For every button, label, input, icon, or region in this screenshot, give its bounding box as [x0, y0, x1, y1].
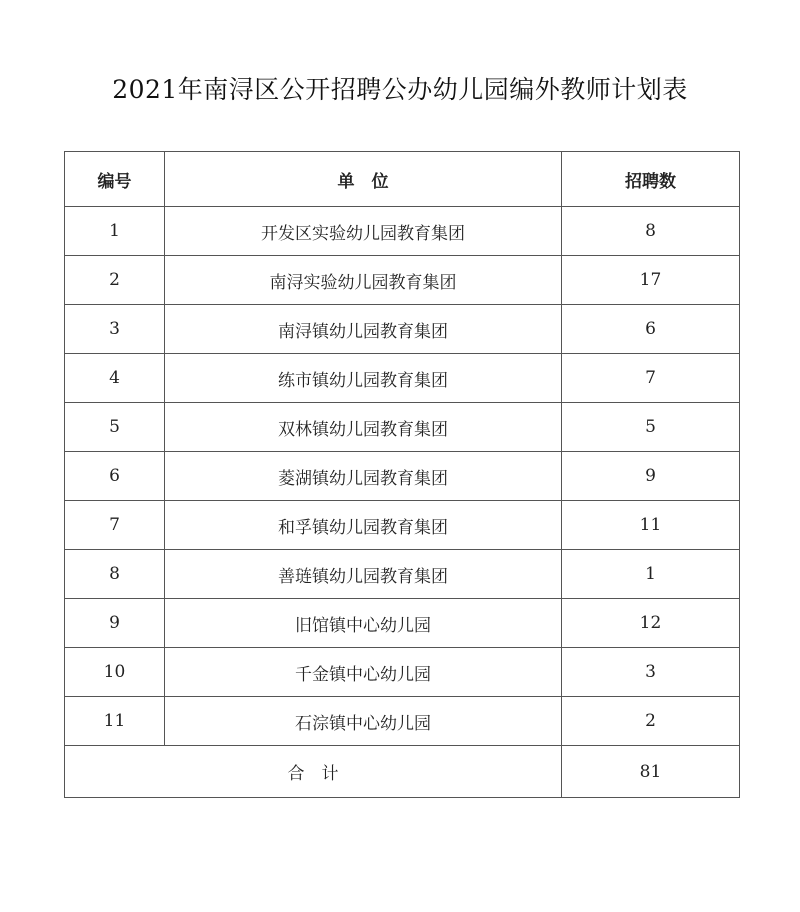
table-row	[65, 452, 740, 501]
row-number: 2	[65, 256, 165, 305]
row-count: 7	[562, 354, 740, 403]
row-count: 2	[562, 697, 740, 746]
row-unit: 千金镇中心幼儿园	[165, 648, 562, 697]
row-count: 9	[562, 452, 740, 501]
row-unit: 和孚镇幼儿园教育集团	[165, 501, 562, 550]
page-title: 2021年南浔区公开招聘公办幼儿园编外教师计划表	[112, 75, 688, 104]
row-number: 11	[65, 697, 165, 746]
row-unit: 南浔实验幼儿园教育集团	[165, 256, 562, 305]
row-number: 7	[65, 501, 165, 550]
row-count: 6	[562, 305, 740, 354]
row-unit: 善琏镇幼儿园教育集团	[165, 550, 562, 599]
table-row	[65, 207, 740, 256]
row-count: 3	[562, 648, 740, 697]
row-unit: 双林镇幼儿园教育集团	[165, 403, 562, 452]
recruitment-plan-table	[64, 151, 740, 798]
row-unit: 开发区实验幼儿园教育集团	[165, 207, 562, 256]
table-row	[65, 305, 740, 354]
row-count: 11	[562, 501, 740, 550]
table-row	[65, 354, 740, 403]
total-count: 81	[562, 746, 740, 798]
table-row	[65, 403, 740, 452]
table-row	[65, 697, 740, 746]
row-number: 1	[65, 207, 165, 256]
row-count: 1	[562, 550, 740, 599]
row-count: 8	[562, 207, 740, 256]
row-count: 5	[562, 403, 740, 452]
table-row	[65, 648, 740, 697]
row-number: 5	[65, 403, 165, 452]
table-header-row	[65, 152, 740, 207]
total-label: 合 计	[65, 746, 562, 798]
row-number: 9	[65, 599, 165, 648]
row-unit: 南浔镇幼儿园教育集团	[165, 305, 562, 354]
total-row	[65, 746, 740, 798]
table-row	[65, 501, 740, 550]
row-number: 4	[65, 354, 165, 403]
row-unit: 练市镇幼儿园教育集团	[165, 354, 562, 403]
header-count: 招聘数	[562, 152, 740, 207]
table-row	[65, 256, 740, 305]
table-row	[65, 599, 740, 648]
row-unit: 石淙镇中心幼儿园	[165, 697, 562, 746]
row-number: 6	[65, 452, 165, 501]
row-number: 3	[65, 305, 165, 354]
row-number: 8	[65, 550, 165, 599]
header-number: 编号	[65, 152, 165, 207]
table-row	[65, 550, 740, 599]
row-unit: 菱湖镇幼儿园教育集团	[165, 452, 562, 501]
header-unit: 单 位	[165, 152, 562, 207]
row-number: 10	[65, 648, 165, 697]
row-count: 17	[562, 256, 740, 305]
row-unit: 旧馆镇中心幼儿园	[165, 599, 562, 648]
row-count: 12	[562, 599, 740, 648]
